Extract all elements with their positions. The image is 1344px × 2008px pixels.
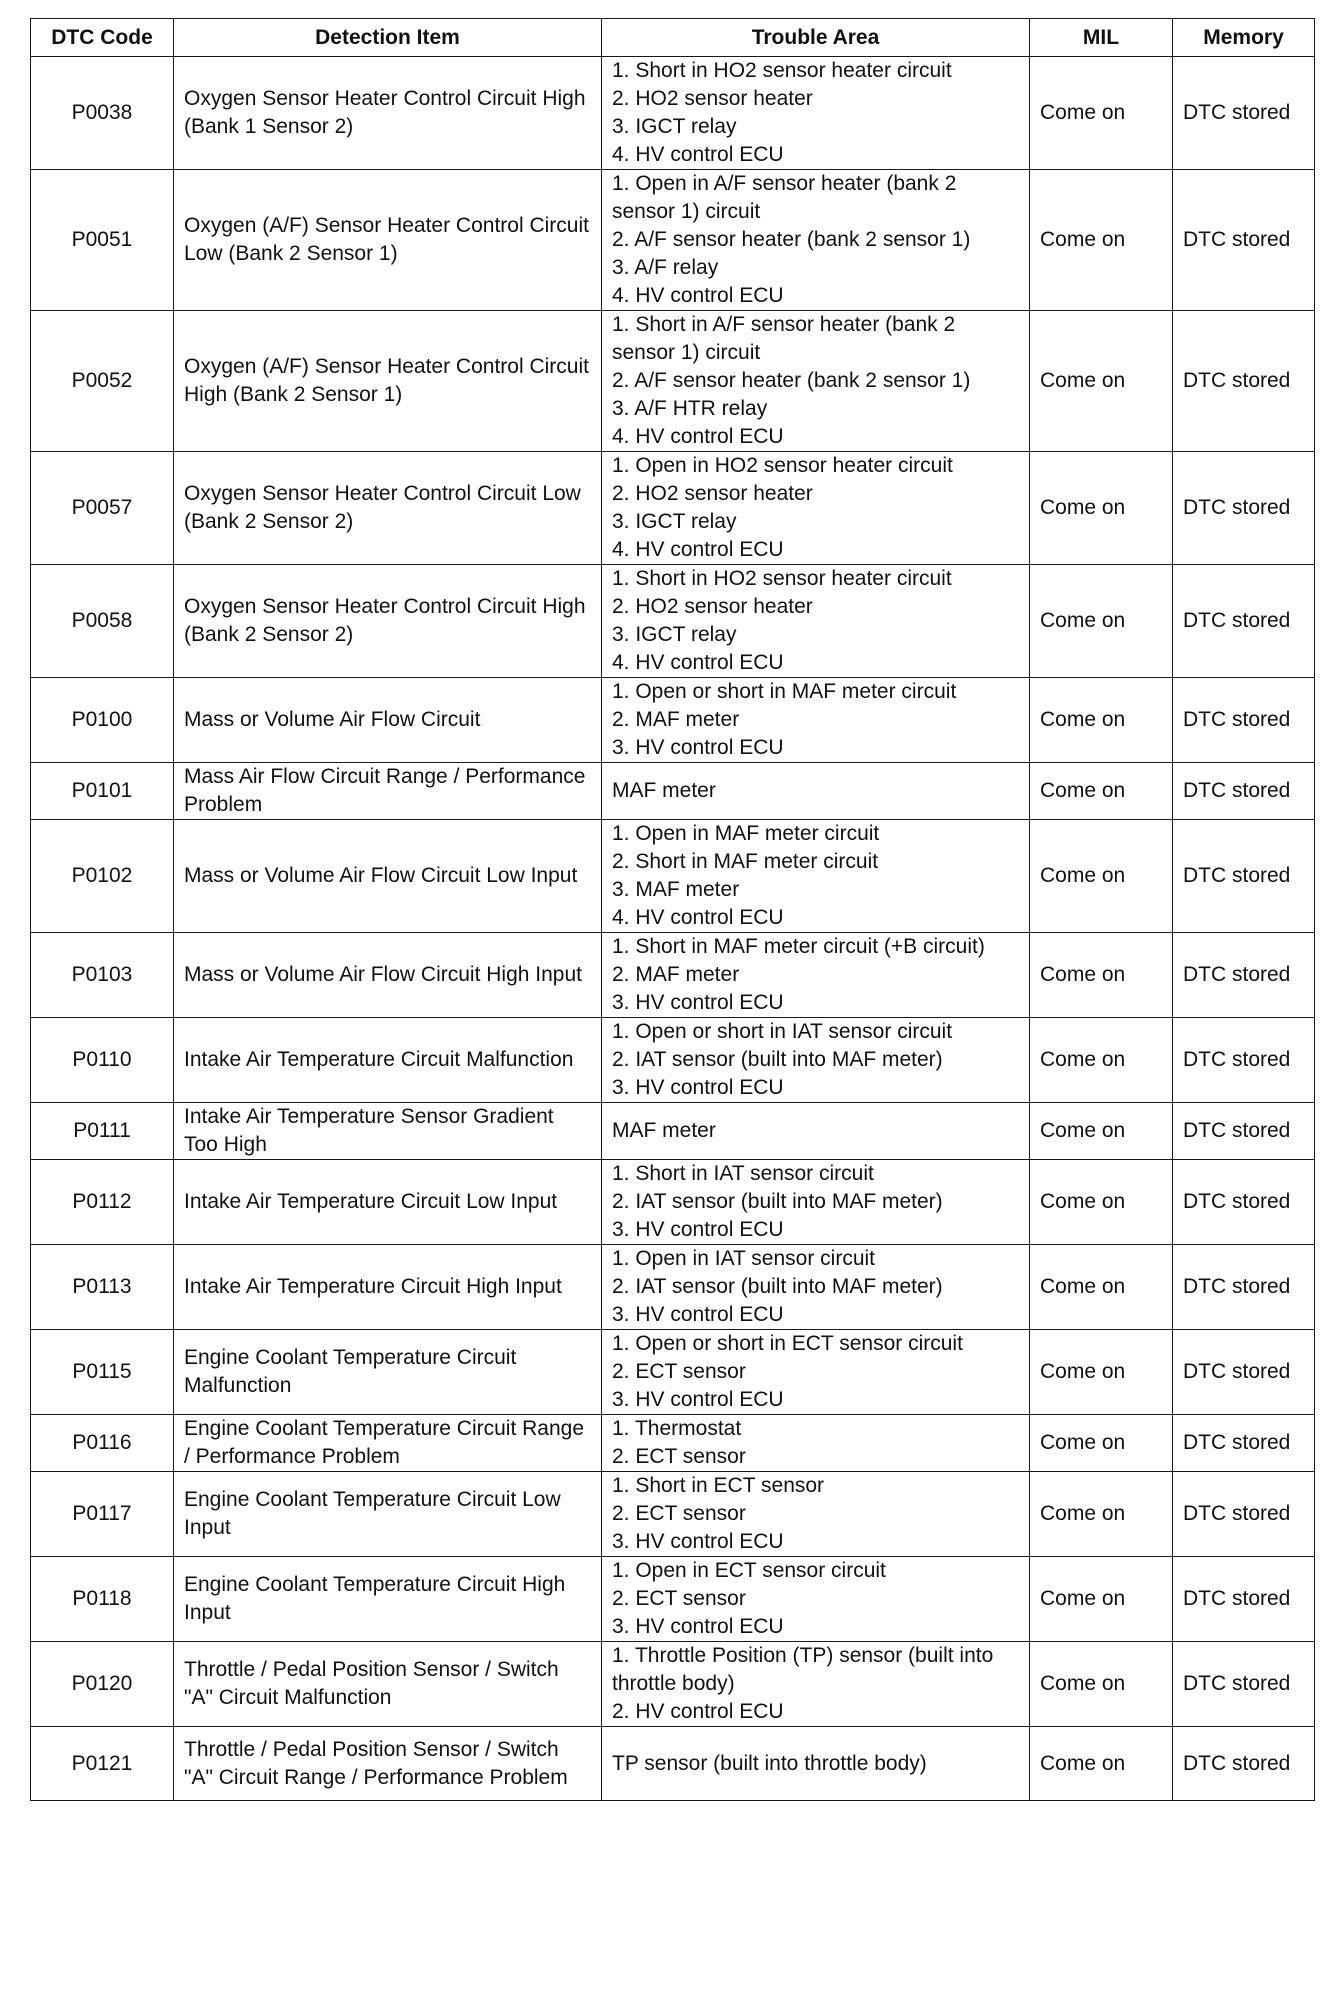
memory-cell: DTC stored (1173, 820, 1315, 933)
trouble-area-line: 3. MAF meter (612, 878, 740, 901)
dtc-table (30, 18, 1315, 1801)
dtc-table-body (31, 57, 1315, 1801)
trouble-area-line: 3. HV control ECU (612, 1303, 784, 1326)
memory-cell: DTC stored (1173, 57, 1315, 170)
mil-cell: Come on (1030, 1160, 1173, 1245)
mil-cell: Come on (1030, 57, 1173, 170)
trouble-area-line: 3. HV control ECU (612, 991, 784, 1014)
trouble-area-line: 3. IGCT relay (612, 623, 737, 646)
table-row (31, 57, 1315, 170)
memory-cell: DTC stored (1173, 1330, 1315, 1415)
trouble-area-line: 1. Open in IAT sensor circuit (612, 1247, 876, 1270)
dtc-code-cell: P0052 (31, 311, 174, 452)
detection-item-cell: Engine Coolant Temperature Circuit Malfunction (174, 1330, 602, 1415)
trouble-area-line: 1. Open or short in MAF meter circuit (612, 680, 957, 703)
detection-item-cell: Oxygen (A/F) Sensor Heater Control Circuit Low (Bank 2 Sensor 1) (174, 170, 602, 311)
trouble-area-line: 3. IGCT relay (612, 510, 737, 533)
memory-cell: DTC stored (1173, 763, 1315, 820)
mil-cell: Come on (1030, 1642, 1173, 1727)
dtc-code-cell: P0113 (31, 1245, 174, 1330)
trouble-area-line: 1. Open or short in ECT sensor circuit (612, 1332, 963, 1355)
trouble-area-line: 4. HV control ECU (612, 906, 784, 929)
trouble-area-cell (602, 1160, 1030, 1245)
trouble-area-line: 3. HV control ECU (612, 1388, 784, 1411)
trouble-area-line: 2. A/F sensor heater (bank 2 sensor 1) (612, 369, 971, 392)
mil-cell: Come on (1030, 565, 1173, 678)
detection-item-cell: Intake Air Temperature Sensor Gradient Too High (174, 1103, 602, 1160)
memory-cell: DTC stored (1173, 933, 1315, 1018)
trouble-area-line: 2. ECT sensor (612, 1445, 746, 1468)
dtc-code-cell: P0103 (31, 933, 174, 1018)
trouble-area-line: 2. ECT sensor (612, 1360, 746, 1383)
mil-cell: Come on (1030, 1472, 1173, 1557)
detection-item-cell: Oxygen (A/F) Sensor Heater Control Circuit High (Bank 2 Sensor 1) (174, 311, 602, 452)
memory-cell: DTC stored (1173, 1245, 1315, 1330)
memory-cell: DTC stored (1173, 565, 1315, 678)
memory-cell: DTC stored (1173, 1472, 1315, 1557)
detection-item-cell: Mass Air Flow Circuit Range / Performance Problem (174, 763, 602, 820)
trouble-area-cell (602, 678, 1030, 763)
trouble-area-line: 3. HV control ECU (612, 1076, 784, 1099)
trouble-area-line: 1. Short in IAT sensor circuit (612, 1162, 874, 1185)
detection-item-cell: Oxygen Sensor Heater Control Circuit High (Bank 1 Sensor 2) (174, 57, 602, 170)
trouble-area-line: TP sensor (built into throttle body) (612, 1751, 927, 1775)
trouble-area-line: 2. IAT sensor (built into MAF meter) (612, 1190, 943, 1213)
detection-item-cell: Intake Air Temperature Circuit Malfunction (174, 1018, 602, 1103)
table-row (31, 1472, 1315, 1557)
trouble-area-cell (602, 763, 1030, 820)
trouble-area-cell (602, 1472, 1030, 1557)
memory-cell: DTC stored (1173, 1727, 1315, 1801)
detection-item-cell: Mass or Volume Air Flow Circuit Low Input (174, 820, 602, 933)
trouble-area-cell (602, 1245, 1030, 1330)
dtc-code-cell: P0038 (31, 57, 174, 170)
table-row (31, 1245, 1315, 1330)
table-row (31, 1415, 1315, 1472)
trouble-area-cell (602, 1330, 1030, 1415)
trouble-area-line: 3. A/F relay (612, 256, 719, 279)
trouble-area-cell (602, 1103, 1030, 1160)
mil-cell: Come on (1030, 820, 1173, 933)
trouble-area-line: 1. Open in ECT sensor circuit (612, 1559, 886, 1582)
dtc-code-cell: P0112 (31, 1160, 174, 1245)
detection-item-cell: Engine Coolant Temperature Circuit Range / Performance Problem (174, 1415, 602, 1472)
memory-cell: DTC stored (1173, 452, 1315, 565)
detection-item-cell: Throttle / Pedal Position Sensor / Switch "A" Circuit Malfunction (174, 1642, 602, 1727)
trouble-area-line: 2. Short in MAF meter circuit (612, 850, 879, 873)
detection-item-cell: Mass or Volume Air Flow Circuit (174, 678, 602, 763)
trouble-area-line: 2. IAT sensor (built into MAF meter) (612, 1048, 943, 1071)
trouble-area-line: 2. HO2 sensor heater (612, 482, 813, 505)
dtc-code-cell: P0120 (31, 1642, 174, 1727)
detection-item-cell: Intake Air Temperature Circuit Low Input (174, 1160, 602, 1245)
header-memory: Memory (1173, 19, 1315, 57)
trouble-area-line: 3. IGCT relay (612, 115, 737, 138)
mil-cell: Come on (1030, 1330, 1173, 1415)
trouble-area-line: 2. ECT sensor (612, 1587, 746, 1610)
trouble-area-cell (602, 1727, 1030, 1801)
header-dtc-code: DTC Code (31, 19, 174, 57)
trouble-area-line: 1. Short in ECT sensor (612, 1474, 825, 1497)
mil-cell: Come on (1030, 452, 1173, 565)
memory-cell: DTC stored (1173, 1642, 1315, 1727)
trouble-area-line: MAF meter (612, 1119, 716, 1142)
trouble-area-line: 2. HV control ECU (612, 1700, 784, 1723)
dtc-code-cell: P0102 (31, 820, 174, 933)
header-row (31, 19, 1315, 57)
trouble-area-cell (602, 1018, 1030, 1103)
header-mil: MIL (1030, 19, 1173, 57)
table-row (31, 1018, 1315, 1103)
mil-cell: Come on (1030, 170, 1173, 311)
table-row (31, 1103, 1315, 1160)
mil-cell: Come on (1030, 763, 1173, 820)
trouble-area-line: 1. Open in HO2 sensor heater circuit (612, 454, 953, 477)
trouble-area-line: 2. A/F sensor heater (bank 2 sensor 1) (612, 228, 971, 251)
dtc-code-cell: P0111 (31, 1103, 174, 1160)
trouble-area-cell (602, 820, 1030, 933)
trouble-area-line: 1. Thermostat (612, 1417, 742, 1440)
header-detection-item: Detection Item (174, 19, 602, 57)
memory-cell: DTC stored (1173, 311, 1315, 452)
trouble-area-line: 4. HV control ECU (612, 538, 784, 561)
memory-cell: DTC stored (1173, 1018, 1315, 1103)
mil-cell: Come on (1030, 933, 1173, 1018)
trouble-area-line: MAF meter (612, 779, 716, 802)
table-row (31, 311, 1315, 452)
mil-cell: Come on (1030, 678, 1173, 763)
trouble-area-cell (602, 57, 1030, 170)
trouble-area-cell (602, 1557, 1030, 1642)
mil-cell: Come on (1030, 1415, 1173, 1472)
trouble-area-line: 2. MAF meter (612, 963, 740, 986)
table-row (31, 1330, 1315, 1415)
trouble-area-line: 1. Short in HO2 sensor heater circuit (612, 567, 952, 590)
table-row (31, 1642, 1315, 1727)
trouble-area-line: 1. Short in MAF meter circuit (+B circuit) (612, 935, 985, 958)
trouble-area-line: 1. Short in HO2 sensor heater circuit (612, 59, 952, 82)
memory-cell: DTC stored (1173, 170, 1315, 311)
trouble-area-line: 1. Short in A/F sensor heater (bank 2 sensor 1) circuit (612, 313, 956, 364)
table-row (31, 1727, 1315, 1801)
dtc-code-cell: P0058 (31, 565, 174, 678)
trouble-area-line: 1. Open in A/F sensor heater (bank 2 sensor 1) circuit (612, 172, 957, 223)
trouble-area-line: 2. ECT sensor (612, 1502, 746, 1525)
trouble-area-line: 2. MAF meter (612, 708, 740, 731)
trouble-area-cell (602, 311, 1030, 452)
trouble-area-cell (602, 452, 1030, 565)
memory-cell: DTC stored (1173, 1103, 1315, 1160)
dtc-code-cell: P0118 (31, 1557, 174, 1642)
trouble-area-cell (602, 1415, 1030, 1472)
mil-cell: Come on (1030, 1103, 1173, 1160)
trouble-area-line: 3. HV control ECU (612, 1615, 784, 1638)
trouble-area-line: 1. Open in MAF meter circuit (612, 822, 880, 845)
dtc-code-cell: P0117 (31, 1472, 174, 1557)
trouble-area-line: 4. HV control ECU (612, 143, 784, 166)
dtc-code-cell: P0116 (31, 1415, 174, 1472)
trouble-area-line: 1. Open or short in IAT sensor circuit (612, 1020, 953, 1043)
memory-cell: DTC stored (1173, 678, 1315, 763)
trouble-area-line: 3. HV control ECU (612, 736, 784, 759)
trouble-area-line: 2. HO2 sensor heater (612, 87, 813, 110)
detection-item-cell: Mass or Volume Air Flow Circuit High Input (174, 933, 602, 1018)
memory-cell: DTC stored (1173, 1160, 1315, 1245)
trouble-area-line: 1. Throttle Position (TP) sensor (built into throttle body) (612, 1644, 994, 1695)
mil-cell: Come on (1030, 1245, 1173, 1330)
header-trouble-area: Trouble Area (602, 19, 1030, 57)
mil-cell: Come on (1030, 1557, 1173, 1642)
trouble-area-line: 3. HV control ECU (612, 1218, 784, 1241)
dtc-code-cell: P0121 (31, 1727, 174, 1801)
trouble-area-line: 3. A/F HTR relay (612, 397, 768, 420)
mil-cell: Come on (1030, 1727, 1173, 1801)
mil-cell: Come on (1030, 1018, 1173, 1103)
table-row (31, 820, 1315, 933)
detection-item-cell: Intake Air Temperature Circuit High Input (174, 1245, 602, 1330)
table-row (31, 170, 1315, 311)
trouble-area-line: 4. HV control ECU (612, 651, 784, 674)
table-row (31, 1557, 1315, 1642)
trouble-area-cell (602, 1642, 1030, 1727)
trouble-area-line: 4. HV control ECU (612, 284, 784, 307)
trouble-area-line: 3. HV control ECU (612, 1530, 784, 1553)
table-row (31, 678, 1315, 763)
memory-cell: DTC stored (1173, 1557, 1315, 1642)
table-row (31, 1160, 1315, 1245)
detection-item-cell: Throttle / Pedal Position Sensor / Switch "A" Circuit Range / Performance Problem (174, 1727, 602, 1801)
trouble-area-cell (602, 933, 1030, 1018)
trouble-area-line: 4. HV control ECU (612, 425, 784, 448)
detection-item-cell: Oxygen Sensor Heater Control Circuit Low (Bank 2 Sensor 2) (174, 452, 602, 565)
dtc-code-cell: P0051 (31, 170, 174, 311)
detection-item-cell: Oxygen Sensor Heater Control Circuit High (Bank 2 Sensor 2) (174, 565, 602, 678)
table-row (31, 565, 1315, 678)
trouble-area-line: 2. HO2 sensor heater (612, 595, 813, 618)
trouble-area-cell (602, 170, 1030, 311)
trouble-area-line: 2. IAT sensor (built into MAF meter) (612, 1275, 943, 1298)
dtc-code-cell: P0101 (31, 763, 174, 820)
dtc-code-cell: P0100 (31, 678, 174, 763)
memory-cell: DTC stored (1173, 1415, 1315, 1472)
table-row (31, 763, 1315, 820)
detection-item-cell: Engine Coolant Temperature Circuit Low Input (174, 1472, 602, 1557)
trouble-area-cell (602, 565, 1030, 678)
dtc-code-cell: P0057 (31, 452, 174, 565)
table-row (31, 933, 1315, 1018)
dtc-code-cell: P0110 (31, 1018, 174, 1103)
dtc-code-cell: P0115 (31, 1330, 174, 1415)
table-row (31, 452, 1315, 565)
detection-item-cell: Engine Coolant Temperature Circuit High Input (174, 1557, 602, 1642)
mil-cell: Come on (1030, 311, 1173, 452)
